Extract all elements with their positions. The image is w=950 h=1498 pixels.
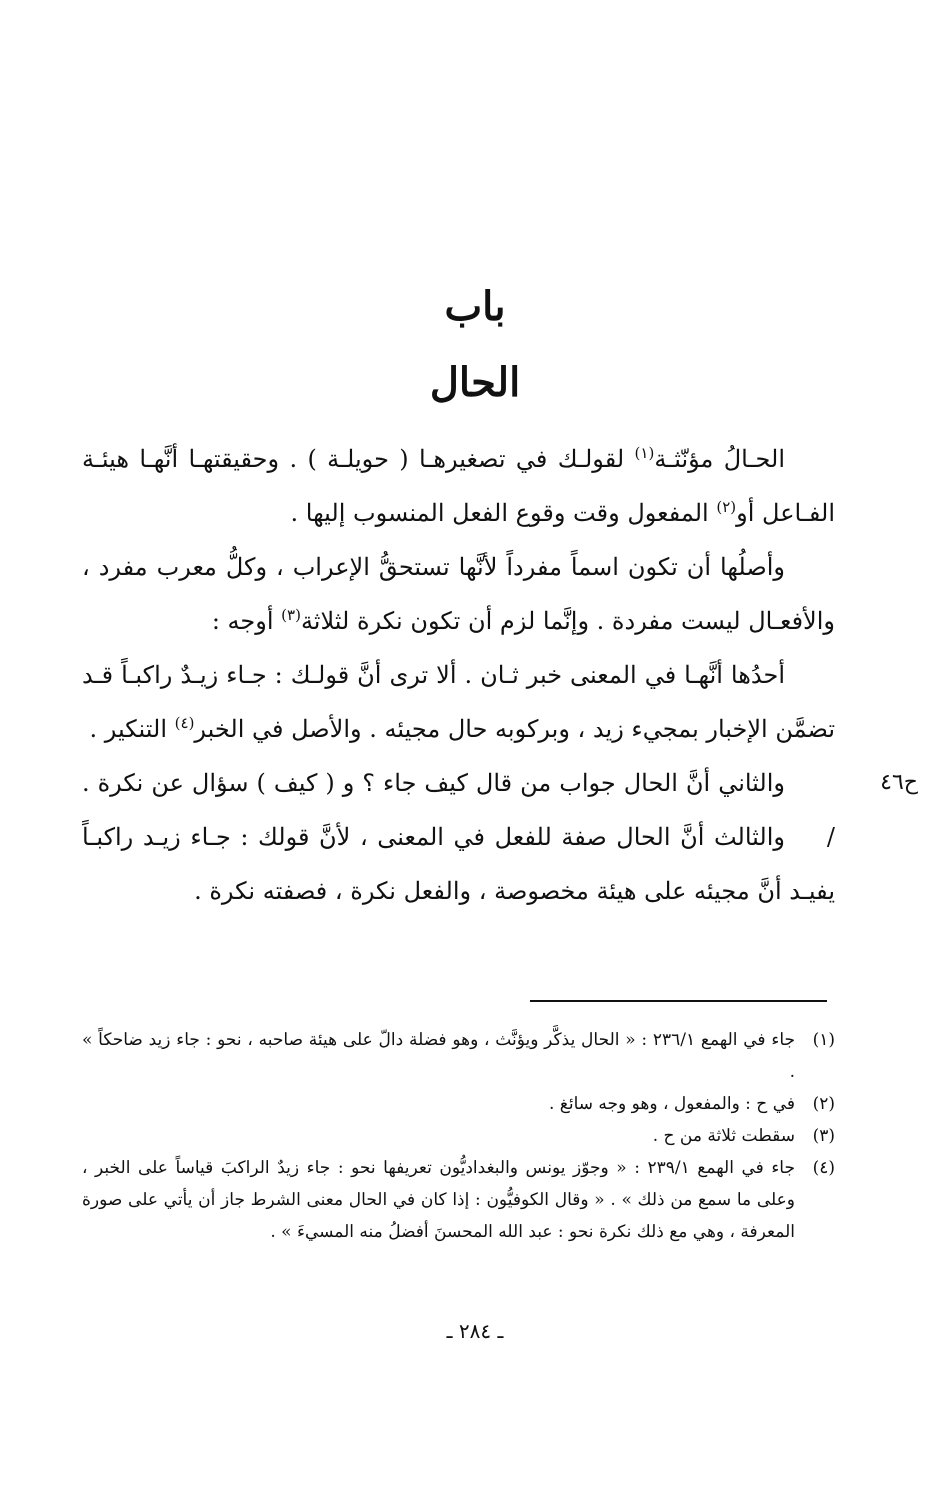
footnote-2-text: في ح : والمفعول ، وهو وجه سائغ . bbox=[549, 1094, 795, 1114]
footnote-4 bbox=[82, 1152, 835, 1248]
paragraph-5 bbox=[82, 810, 835, 918]
paragraph-3-part-2: التنكير . bbox=[89, 715, 175, 743]
paragraph-1-part-3: المفعول وقت وقوع الفعل المنسوب إليها . bbox=[290, 499, 717, 527]
chapter-title-al-hal: الحال bbox=[429, 359, 521, 406]
paragraph-2-part-1: وأصلُها أن تكون اسماً مفرداً لأنَّها تستحقُّ الإعراب ، وكلُّ معرب مفرد ، والأفعـال ليست مفردة . وإنَّما لزم أن تكون نكرة لثلاثة bbox=[82, 553, 835, 635]
footnote-4-number: (٤) bbox=[812, 1158, 835, 1178]
footnote-separator bbox=[530, 1000, 827, 1002]
paragraph-2-part-2: أوجه : bbox=[211, 607, 282, 635]
footnote-1 bbox=[82, 1024, 835, 1088]
footnote-2 bbox=[82, 1088, 835, 1120]
footnote-3-number: (٣) bbox=[812, 1126, 835, 1146]
paragraph-1 bbox=[82, 432, 835, 540]
footnote-1-number: (١) bbox=[812, 1030, 835, 1050]
footnotes bbox=[82, 1024, 835, 1248]
footnote-3 bbox=[82, 1120, 835, 1152]
paragraph-1-part-1: الحـالُ مؤنّثـة bbox=[654, 445, 785, 473]
footnote-ref-3: (٣) bbox=[281, 606, 301, 624]
footnote-2-number: (٢) bbox=[812, 1094, 835, 1114]
paragraph-3 bbox=[82, 648, 835, 756]
margin-manuscript-note: ح٤٦ bbox=[880, 770, 918, 795]
paragraph-3-part-1: أحدُها أنَّهـا في المعنى خبر ثـان . ألا ترى أنَّ قولـك : جـاء زيـدٌ راكبـاً قـد تضمَّن الإخبار بمجيء زيد ، وبركوبه حال مجيئه . والأصل في الخبر bbox=[82, 661, 835, 743]
paragraph-1-part-2: لقولـك في تصغيرهـا ( حويلـة ) . وحقيقتهـا أنَّهـا هيئـة الفـاعل أو bbox=[82, 445, 835, 527]
footnote-4-text: جاء في الهمع ٢٣٩/١ : « وجوّز يونس والبغداديُّون تعريفها نحو : جاء زيدٌ الراكبَ قياساً على الخبر ، وعلى ما سمع من ذلك » . « وقال الكوفيُّون : إذا كان في الحال معنى الشرط جاز أن يأتي على صورة المعرفة ، وهي مع ذلك نكرة نحو : عبد الله المحسنَ أفضلُ منه المسيءَ » . bbox=[82, 1158, 795, 1242]
footnote-3-text: سقطت ثلاثة من ح . bbox=[652, 1126, 795, 1146]
footnote-ref-2: (٢) bbox=[716, 498, 737, 516]
chapter-title-bab: باب bbox=[444, 283, 506, 330]
paragraph-4-text: والثاني أنَّ الحال جواب من قال كيف جاء ؟ و ( كيف ) سؤال عن نكرة . / bbox=[82, 769, 835, 851]
footnote-ref-1: (١) bbox=[634, 444, 655, 462]
paragraph-5-text: والثالث أنَّ الحال صفة للفعل في المعنى ، لأنَّ قولك : جـاء زيـد راكبـاً يفيـد أنَّ مجيئه على هيئة مخصوصة ، والفعل نكرة ، فصفته نكرة . bbox=[82, 823, 835, 905]
paragraph-2 bbox=[82, 540, 835, 648]
footnote-ref-4: (٤) bbox=[174, 714, 195, 732]
footnote-1-text: جاء في الهمع ٢٣٦/١ : « الحال يذكَّر ويؤنَّث ، وهو فضلة دالّ على هيئة صاحبه ، نحو : جاء زيد ضاحكاً » . bbox=[82, 1030, 796, 1082]
page-number: ـ ٢٨٤ ـ bbox=[446, 1319, 504, 1343]
